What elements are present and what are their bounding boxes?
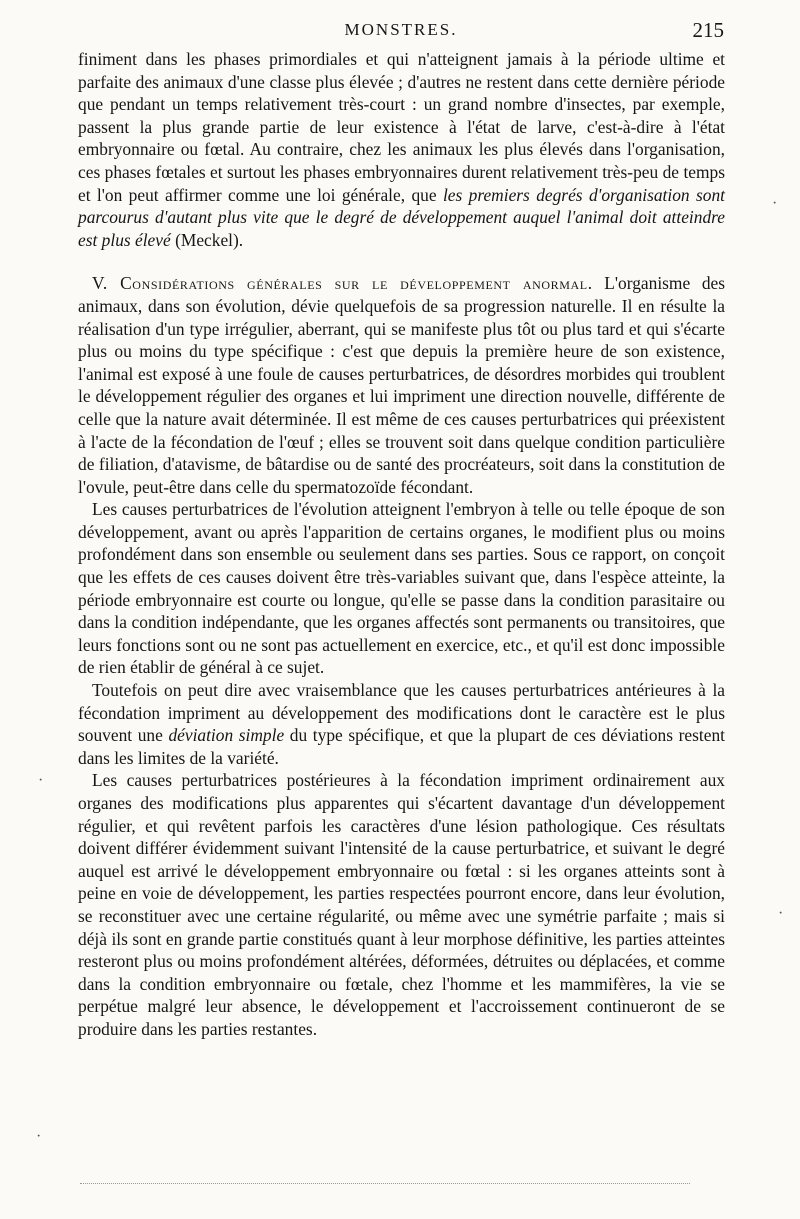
paragraph-4-text: Toutefois on peut dire avec vraisemblance que les causes perturbatrices antérieures à la fécondation impriment au développement des modifications dont le caractère est le plus souvent une: [78, 680, 725, 746]
page-body: [78, 48, 725, 1041]
margin-speck: ·: [38, 772, 44, 789]
margin-speck: ·: [772, 195, 778, 212]
running-head: MONSTRES.: [344, 20, 458, 39]
paragraph-3: Les causes perturbatrices de l'évolution atteignent l'embryon à telle ou telle époque de son développement, avant ou après l'apparition de certains organes, le modifient plus ou moins profondément dans son ensemble ou seulement dans ses parties. Sous ce rapport, on conçoit que les effets de ces causes doivent être très-variables suivant que, dans l'espèce atteinte, la période embryonnaire est courte ou longue, qu'elle se passe dans la condition parasitaire ou dans la condition indépendante, que les organes affectés sont permanents ou transitoires, que leurs fonctions sont ou ne sont pas actuellement en exercice, etc., et qu'il est donc impossible de rien établir de général à ce sujet.: [78, 499, 725, 678]
page-number: 215: [692, 18, 724, 42]
paragraph-4-italic: déviation simple: [168, 725, 285, 746]
paragraph-4-end: du type spécifique, et que la plupart de ces déviations restent dans les limites de la variété.: [78, 725, 725, 768]
paragraph-5: Les causes perturbatrices postérieures à la fécondation impriment ordinairement aux organes des modifications plus apparentes qui s'écartent davantage d'un développement régulier, et qui revêtent parfois les caractères d'une lésion pathologique. Ces résultats doivent différer évidemment suivant l'intensité de la cause perturbatrice, et suivant le degré auquel est arrivé le développement embryonnaire ou fœtal : si les organes atteints sont à peine en voie de développement, les parties respectées pourront encore, dans leur évolution, se reconstituer avec une certaine régularité, ou même avec une symétrie parfaite ; mais si déjà ils sont en grande partie constitués quant à leur morphose définitive, les parties atteintes resteront plus ou moins profondément altérées, déformées, détruites ou déplacées, et comme dans la condition embryonnaire ou fœtale, chez l'homme et les mammifères, la vie se perpétue malgré leur absence, le développement et l'accroissement continueront de se produire dans les parties restantes.: [78, 770, 725, 1039]
paragraph-1: [78, 48, 725, 251]
footer-rule: [80, 1183, 690, 1184]
paragraph-1-italic: les premiers degrés d'organisation sont parcourus d'autant plus vite que le degré de développement auquel l'animal doit atteindre est plus élevé: [78, 184, 725, 250]
paragraph-2: [78, 272, 725, 498]
margin-speck: ·: [778, 905, 784, 922]
paragraph-1-end: (Meckel).: [170, 229, 244, 250]
paragraph-2-text: L'organisme des animaux, dans son évolution, dévie quelquefois de sa progression naturelle. Il en résulte la réalisation d'un type irrégulier, aberrant, qui se manifeste plus tôt ou plus tard et qui s'écarte plus ou moins du type spécifique : c'est que depuis la première heure de son existence, l'animal est exposé à une foule de causes perturbatrices, de désordres morbides qui troublent le développement régulier des organes et lui impriment une direction nouvelle, différente de celle que la nature avait déterminée. Il est même de ces causes perturbatrices qui préexistent à l'acte de la fécondation de l'œuf ; elles se trouvent soit dans quelque condition particulière de filiation, d'atavisme, de bâtardise ou de santé des procréateurs, soit dans la constitution de l'ovule, peut-être dans celle du spermatozoïde fécondant.: [78, 273, 725, 497]
margin-speck: ·: [36, 1128, 42, 1145]
page-header: [78, 18, 724, 46]
paragraph-4: [78, 679, 725, 769]
section-heading: V. Considérations générales sur le développement anormal.: [92, 273, 593, 294]
paragraph-1-text: finiment dans les phases primordiales et qui n'atteignent jamais à la période ultime et parfaite des animaux d'une classe plus élevée ; d'autres ne restent dans cette dernière période que pendant un temps relativement très-court : un grand nombre d'insectes, par exemple, passent la plus grande partie de leur existence à l'état de larve, c'est-à-dire à l'état embryonnaire ou fœtal. Au contraire, chez les animaux les plus élevés dans l'organisation, ces phases fœtales et surtout les phases embryonnaires durent relativement très-peu de temps et l'on peut affirmer comme une loi générale, que: [78, 49, 725, 205]
